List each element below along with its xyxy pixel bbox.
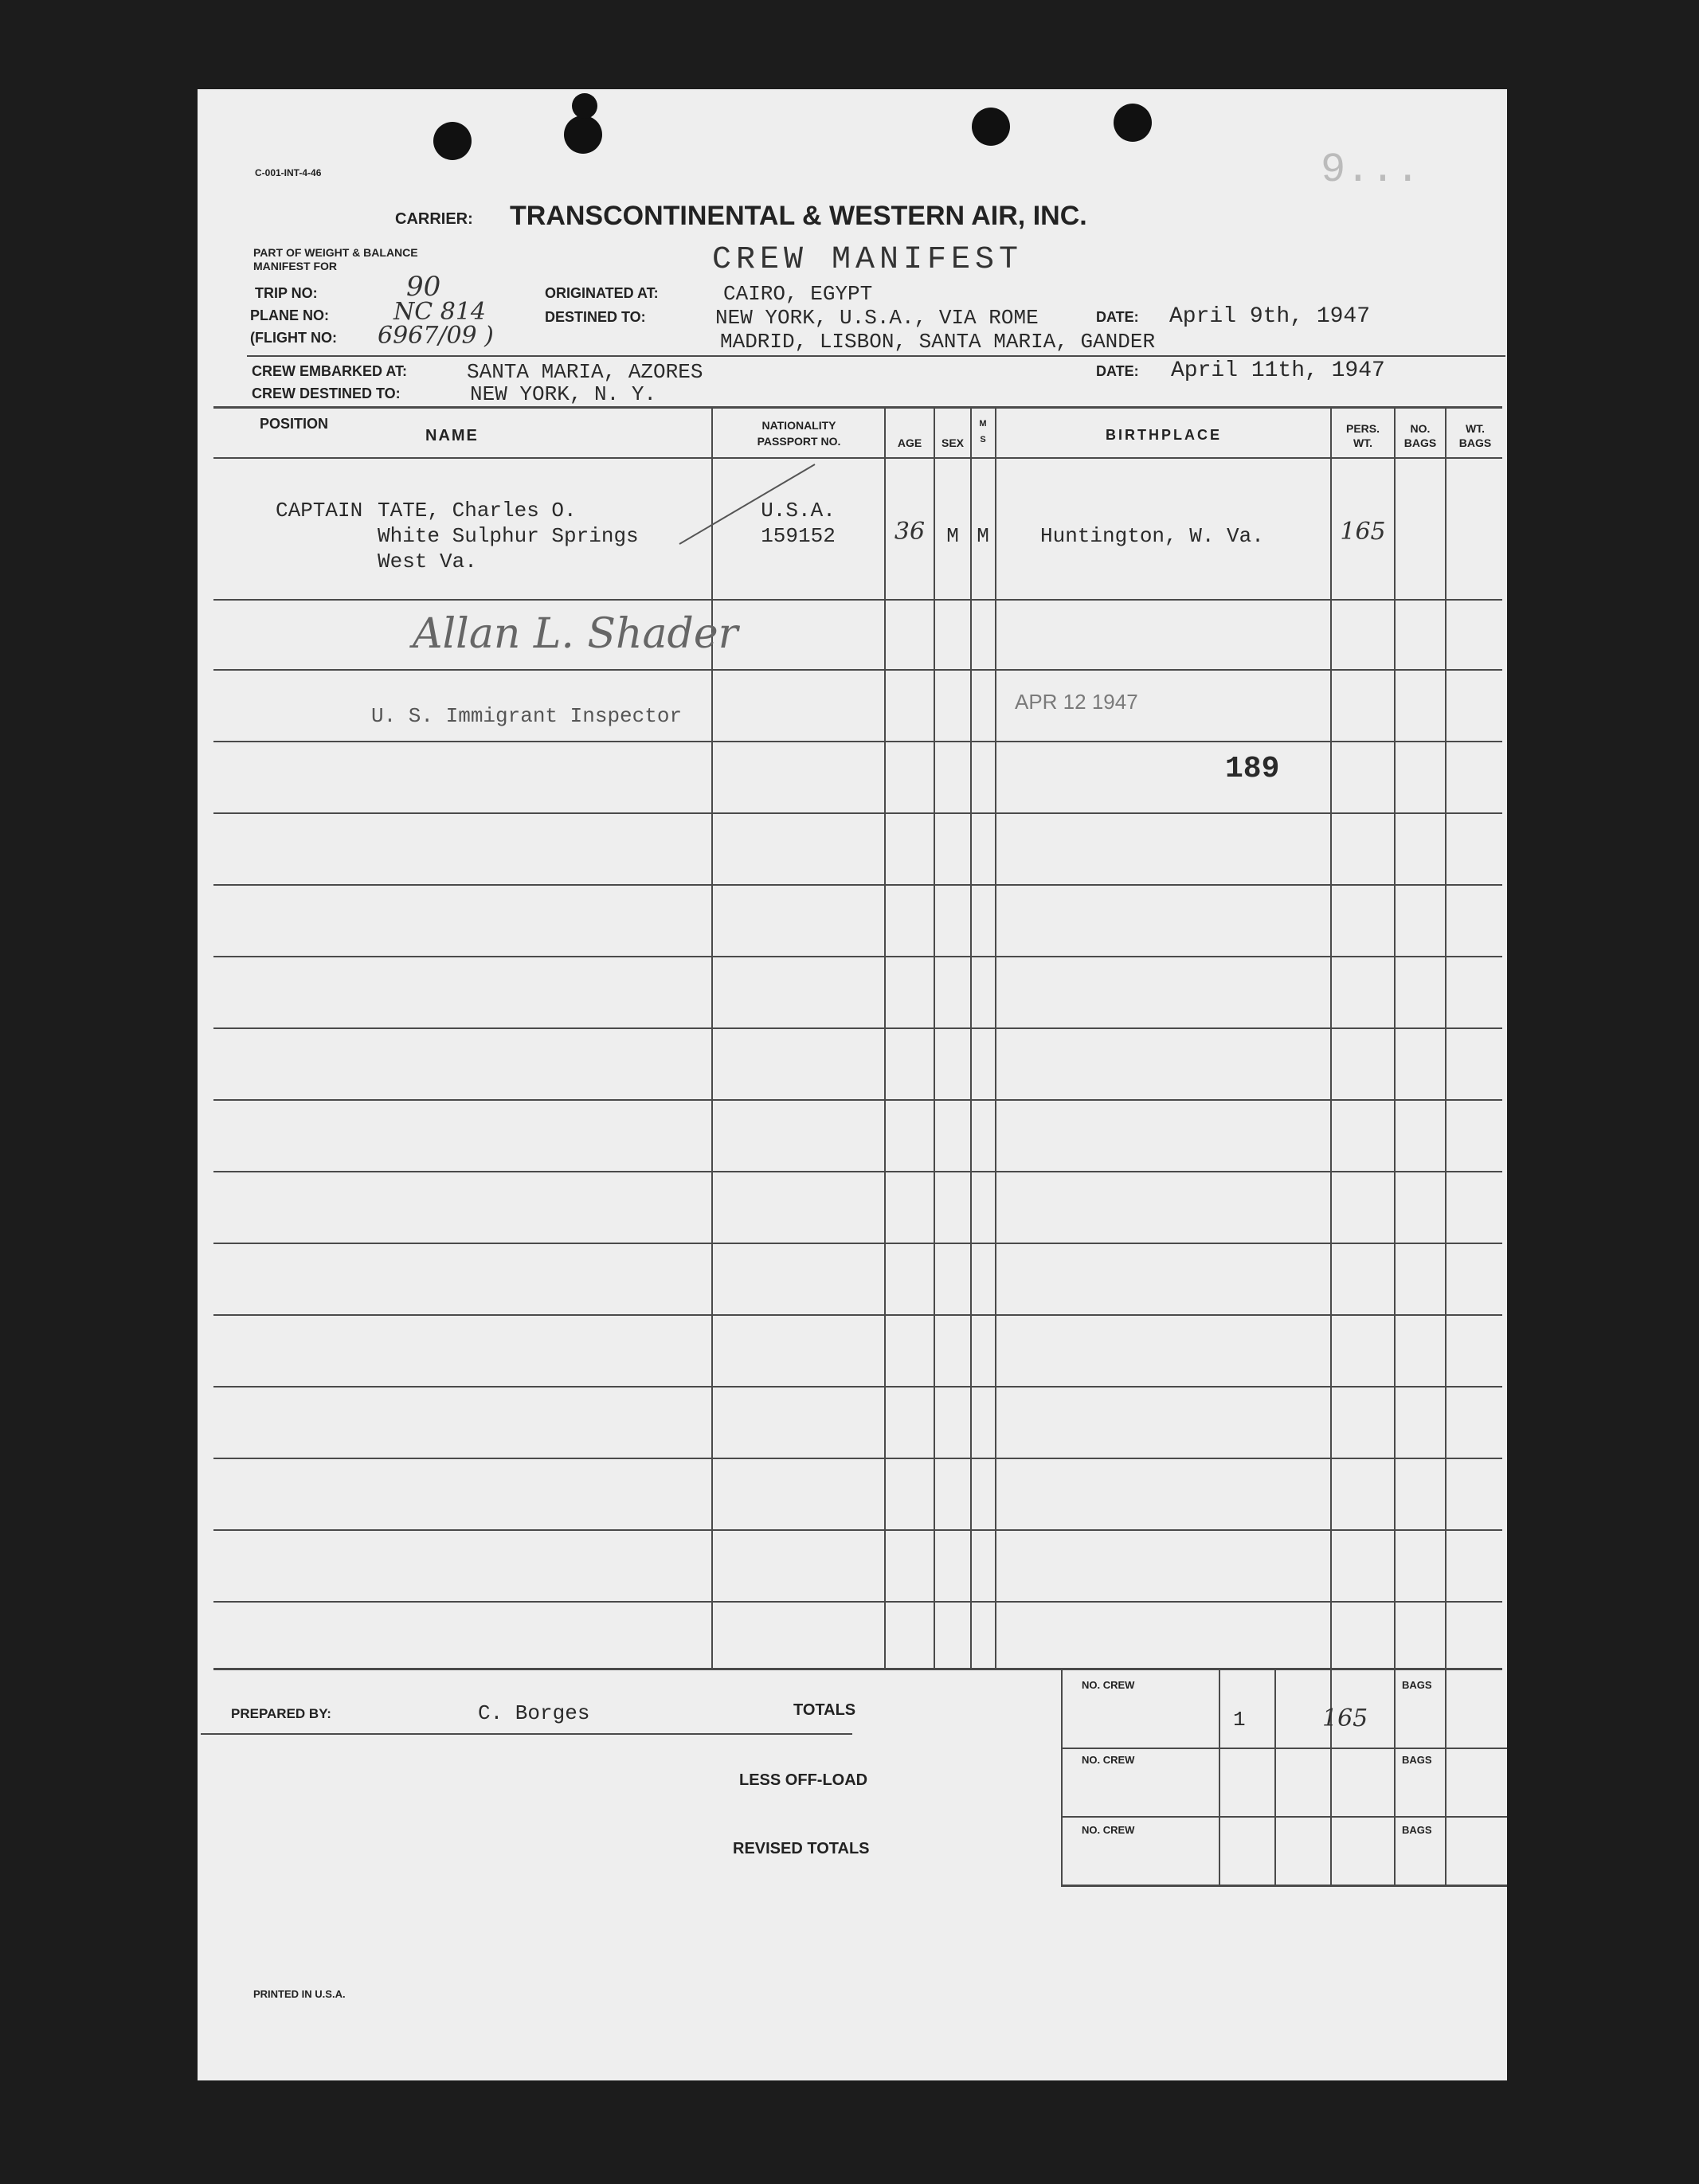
punch-hole <box>572 93 597 119</box>
crew-destined-value: NEW YORK, N. Y. <box>470 382 657 406</box>
totals-box-line <box>1394 1669 1396 1885</box>
row-line <box>213 1243 1502 1244</box>
entry-nationality: U.S.A. <box>761 499 836 523</box>
header-nationality: NATIONALITY <box>761 419 836 432</box>
entry-name-line-1: TATE, Charles O. <box>378 499 577 523</box>
entry-sex: M <box>946 524 959 548</box>
date-label: DATE: <box>1096 309 1139 325</box>
form-code: C-001-INT-4-46 <box>255 167 322 178</box>
col-divider <box>1394 406 1396 1668</box>
date-value: April 9th, 1947 <box>1169 304 1371 329</box>
manifest-title: CREW MANIFEST <box>712 242 1024 278</box>
header-sex: SEX <box>941 436 964 449</box>
col-divider <box>711 406 713 1668</box>
date2-value: April 11th, 1947 <box>1171 358 1385 383</box>
header-birthplace: BIRTHPLACE <box>1106 427 1222 443</box>
revised-totals-label: REVISED TOTALS <box>733 1840 870 1857</box>
header-wt-bags-2: BAGS <box>1458 436 1492 449</box>
col-divider <box>1330 406 1332 1668</box>
stamp-date: APR 12 1947 <box>1015 690 1138 714</box>
totals-box-line <box>1274 1669 1276 1885</box>
header-wt-bags-1: WT. <box>1465 422 1486 435</box>
offload-no-crew-label: NO. CREW <box>1082 1754 1135 1766</box>
header-no-bags-2: BAGS <box>1403 436 1437 449</box>
row-line <box>213 1099 1502 1101</box>
row-line <box>213 884 1502 886</box>
entry-name-line-3: West Va. <box>378 550 477 573</box>
trip-value: 90 <box>406 271 441 303</box>
col-divider <box>934 406 935 1668</box>
totals-label: TOTALS <box>793 1701 856 1719</box>
embarked-value: SANTA MARIA, AZORES <box>467 360 703 384</box>
carrier-name: TRANSCONTINENTAL & WESTERN AIR, INC. <box>510 201 1087 231</box>
totals-box-line <box>1061 1816 1507 1818</box>
revised-bags-label: BAGS <box>1402 1824 1432 1836</box>
punch-hole <box>1114 104 1152 142</box>
inspector-signature: Allan L. Shader <box>413 610 738 658</box>
entry-birthplace: Huntington, W. Va. <box>1040 524 1264 548</box>
embarked-label: CREW EMBARKED AT: <box>252 363 407 379</box>
manifest-paper <box>198 89 1507 2080</box>
row-line <box>213 1027 1502 1029</box>
row-line <box>213 1529 1502 1531</box>
table-top-line <box>213 406 1502 409</box>
header-passport: PASSPORT NO. <box>757 435 841 448</box>
col-divider <box>970 406 972 1668</box>
row-line <box>213 1314 1502 1316</box>
totals-crew-value: 1 <box>1233 1708 1246 1732</box>
part-of-label-1: PART OF WEIGHT & BALANCE <box>253 246 418 259</box>
revised-no-crew-label: NO. CREW <box>1082 1824 1135 1836</box>
totals-box-line <box>1219 1669 1220 1885</box>
prepared-underline <box>201 1733 852 1735</box>
printed-in-usa: PRINTED IN U.S.A. <box>253 1988 346 2000</box>
trip-label: TRIP NO: <box>255 285 318 301</box>
destined-line-2: MADRID, LISBON, SANTA MARIA, GANDER <box>720 330 1156 354</box>
prepared-value: C. Borges <box>478 1701 590 1725</box>
table-bottom-line <box>213 1668 1502 1670</box>
row-line <box>213 1171 1502 1172</box>
header-marital-m: M <box>979 419 987 429</box>
header-pers-wt-2: WT. <box>1353 436 1373 449</box>
part-of-label-2: MANIFEST FOR <box>253 260 337 272</box>
date2-label: DATE: <box>1096 363 1139 379</box>
punch-hole <box>564 115 602 154</box>
flight-label: (FLIGHT NO: <box>250 330 337 346</box>
header-marital-s: S <box>980 435 986 444</box>
less-offload-label: LESS OFF-LOAD <box>739 1771 868 1789</box>
header-name: NAME <box>425 427 479 444</box>
carrier-label: CARRIER: <box>395 210 473 228</box>
flight-value: 6967/09 ) <box>378 322 494 350</box>
plane-label: PLANE NO: <box>250 307 329 323</box>
entry-name-line-2: White Sulphur Springs <box>378 524 639 548</box>
header-age: AGE <box>897 436 922 449</box>
row-line <box>213 741 1502 742</box>
header-pers-wt-1: PERS. <box>1345 422 1380 435</box>
col-divider <box>1445 406 1446 1668</box>
entry-marital: M <box>977 524 989 548</box>
totals-box-line <box>1330 1669 1332 1885</box>
originated-label: ORIGINATED AT: <box>545 285 659 301</box>
totals-bags-label: BAGS <box>1402 1679 1432 1691</box>
punch-hole <box>433 122 472 160</box>
destined-line-1: NEW YORK, U.S.A., VIA ROME <box>715 306 1039 330</box>
destined-label: DESTINED TO: <box>545 309 646 325</box>
row-line <box>213 1601 1502 1603</box>
row-line <box>213 1386 1502 1388</box>
row-line <box>213 956 1502 957</box>
page-mark: 9... <box>1321 147 1420 194</box>
entry-age: 36 <box>894 518 926 546</box>
entry-passport: 159152 <box>761 524 836 548</box>
prepared-label: PREPARED BY: <box>231 1706 331 1721</box>
totals-box-line <box>1061 1748 1507 1749</box>
row-line <box>213 1458 1502 1459</box>
crew-destined-label: CREW DESTINED TO: <box>252 386 401 401</box>
col-divider <box>884 406 886 1668</box>
totals-box-line <box>1445 1669 1446 1885</box>
col-divider <box>995 406 996 1668</box>
totals-box-line <box>1061 1885 1507 1887</box>
totals-box-line <box>1061 1669 1063 1885</box>
inspector-title: U. S. Immigrant Inspector <box>371 704 683 728</box>
totals-no-crew-label: NO. CREW <box>1082 1679 1135 1691</box>
header-divider <box>247 355 1505 357</box>
plane-value: NC 814 <box>393 298 487 326</box>
header-position: POSITION <box>260 416 329 432</box>
offload-bags-label: BAGS <box>1402 1754 1432 1766</box>
originated-value: CAIRO, EGYPT <box>723 282 873 306</box>
totals-weight-value: 165 <box>1322 1705 1368 1732</box>
entry-weight: 165 <box>1340 518 1386 546</box>
row-line <box>213 599 1502 601</box>
punch-hole <box>972 108 1010 146</box>
stamp-number: 189 <box>1225 752 1280 786</box>
row-line <box>213 669 1502 671</box>
header-no-bags-1: NO. <box>1410 422 1431 435</box>
row-line <box>213 812 1502 814</box>
entry-position: CAPTAIN <box>276 499 363 523</box>
table-header-line <box>213 457 1502 459</box>
